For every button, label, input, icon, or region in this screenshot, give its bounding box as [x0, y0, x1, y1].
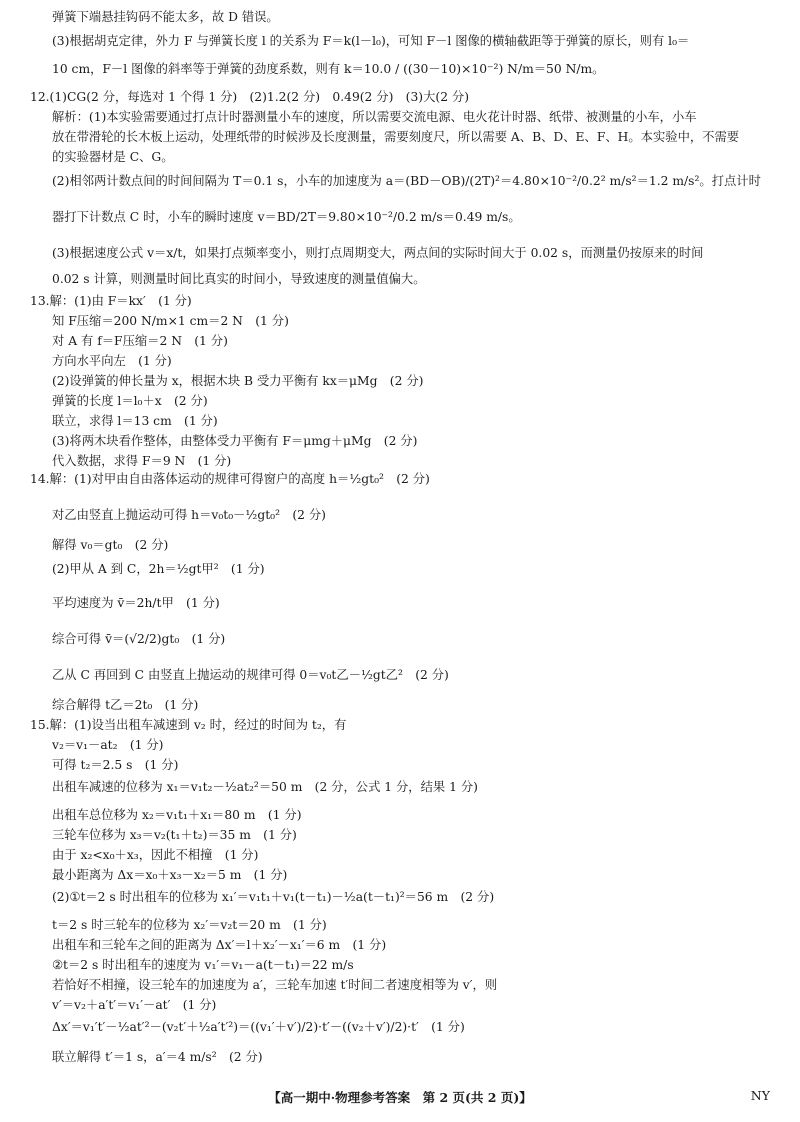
text-line: (3)将两木块看作整体，由整体受力平衡有 F＝μmg＋μMg (2 分) [52, 434, 418, 448]
text-line: 对乙由竖直上抛运动可得 h＝v₀t₀－½gt₀² (2 分) [52, 508, 326, 522]
text-line: 13.解：(1)由 F＝kx′ (1 分) [30, 294, 192, 308]
text-line: 联立解得 t′＝1 s，a′＝4 m/s² (2 分) [52, 1050, 263, 1064]
text-line: v′＝v₂＋a′t′＝v₁′－at′ (1 分) [52, 998, 217, 1012]
text-line: 弹簧下端悬挂钩码不能太多，故 D 错误。 [52, 10, 279, 24]
text-line: (2)甲从 A 到 C，2h＝½gt甲² (1 分) [52, 562, 265, 576]
text-line: 由于 x₂<x₀＋x₃，因此不相撞 (1 分) [52, 848, 259, 862]
text-line: (3)根据速度公式 v＝x/t，如果打点频率变小，则打点周期变大，两点间的实际时间大于 0.02 s，而测量仍按原来的时间 [52, 246, 704, 260]
text-line: 的实验器材是 C、G。 [52, 150, 174, 164]
text-line: 器打下计数点 C 时，小车的瞬时速度 v＝BD/2T＝9.80×10⁻²/0.2 m/s＝0.49 m/s。 [52, 210, 521, 224]
text-line: (2)相邻两计数点间的时间间隔为 T＝0.1 s，小车的加速度为 a＝(BD－OB)/(2T)²＝4.80×10⁻²/0.2² m/s²＝1.2 m/s²。打点计时 [52, 174, 761, 188]
text-line: 方向水平向左 (1 分) [52, 354, 172, 368]
text-line: (3)根据胡克定律，外力 F 与弹簧长度 l 的关系为 F＝k(l－l₀)，可知 F－l 图像的横轴截距等于弹簧的原长，则有 l₀＝ [52, 34, 690, 48]
text-line: 知 F压缩＝200 N/m×1 cm＝2 N (1 分) [52, 314, 289, 328]
text-line: 放在带滑轮的长木板上运动，处理纸带的时候涉及长度测量，需要刻度尺，所以需要 A、B、D、E、F、H。本实验中，不需要 [52, 130, 740, 144]
text-line: 对 A 有 f＝F压缩＝2 N (1 分) [52, 334, 228, 348]
text-line: (2)设弹簧的伸长量为 x，根据木块 B 受力平衡有 kx＝μMg (2 分) [52, 374, 424, 388]
text-line: 解析：(1)本实验需要通过打点计时器测量小车的速度，所以需要交流电源、电火花计时器、纸带、被测量的小车，小车 [52, 110, 697, 124]
page-footer [0, 1088, 800, 1108]
text-line: 10 cm，F－l 图像的斜率等于弹簧的劲度系数，则有 k＝10.0 / ((30－10)×10⁻²) N/m＝50 N/m。 [52, 62, 605, 76]
text-line: Δx′＝v₁′t′－½at′²－(v₂t′＋½a′t′²)＝((v₁′＋v′)/2)·t′－((v₂＋v′)/2)·t′ (1 分) [52, 1020, 465, 1034]
text-line: 可得 t₂＝2.5 s (1 分) [52, 758, 179, 772]
text-line: 15.解：(1)设当出租车减速到 v₂ 时，经过的时间为 t₂，有 [30, 718, 347, 732]
text-line: 乙从 C 再回到 C 由竖直上抛运动的规律可得 0＝v₀t乙－½gt乙² (2 分) [52, 668, 449, 682]
footer-code: NY [750, 1088, 770, 1103]
text-line: 综合可得 v̄＝(√2/2)gt₀ (1 分) [52, 632, 226, 646]
footer-title: 【高一期中·物理参考答案 第 2 页(共 2 页)】 [268, 1090, 532, 1105]
text-line: 14.解：(1)对甲由自由落体运动的规律可得窗户的高度 h＝½gt₀² (2 分) [30, 472, 430, 486]
text-line: 出租车减速的位移为 x₁＝v₁t₂－½at₂²＝50 m (2 分，公式 1 分，结果 1 分) [52, 780, 478, 794]
text-line: 联立，求得 l＝13 cm (1 分) [52, 414, 218, 428]
text-line: v₂＝v₁－at₂ (1 分) [52, 738, 164, 752]
text-line: ②t＝2 s 时出租车的速度为 v₁′＝v₁－a(t－t₁)＝22 m/s [52, 958, 354, 972]
text-line: 0.02 s 计算，则测量时间比真实的时间小，导致速度的测量值偏大。 [52, 272, 426, 286]
text-line: 代入数据，求得 F＝9 N (1 分) [52, 454, 232, 468]
text-line: 综合解得 t乙＝2t₀ (1 分) [52, 698, 199, 712]
text-line: 若恰好不相撞，设三轮车的加速度为 a′，三轮车加速 t′时间二者速度相等为 v′，则 [52, 978, 498, 992]
text-line: 解得 v₀＝gt₀ (2 分) [52, 538, 169, 552]
text-line: t＝2 s 时三轮车的位移为 x₂′＝v₂t＝20 m (1 分) [52, 918, 327, 932]
text-line: 最小距离为 Δx＝x₀＋x₃－x₂＝5 m (1 分) [52, 868, 288, 882]
text-line: (2)①t＝2 s 时出租车的位移为 x₁′＝v₁t₁＋v₁(t－t₁)－½a(t－t₁)²＝56 m (2 分) [52, 890, 495, 904]
text-line: 三轮车位移为 x₃＝v₂(t₁＋t₂)＝35 m (1 分) [52, 828, 297, 842]
text-line: 平均速度为 v̄＝2h/t甲 (1 分) [52, 596, 220, 610]
text-line: 12.(1)CG(2 分，每选对 1 个得 1 分) (2)1.2(2 分) 0.49(2 分) (3)大(2 分) [30, 90, 470, 104]
text-line: 出租车总位移为 x₂＝v₁t₁＋x₁＝80 m (1 分) [52, 808, 302, 822]
text-line: 出租车和三轮车之间的距离为 Δx′＝l＋x₂′－x₁′＝6 m (1 分) [52, 938, 387, 952]
text-line: 弹簧的长度 l＝l₀＋x (2 分) [52, 394, 208, 408]
